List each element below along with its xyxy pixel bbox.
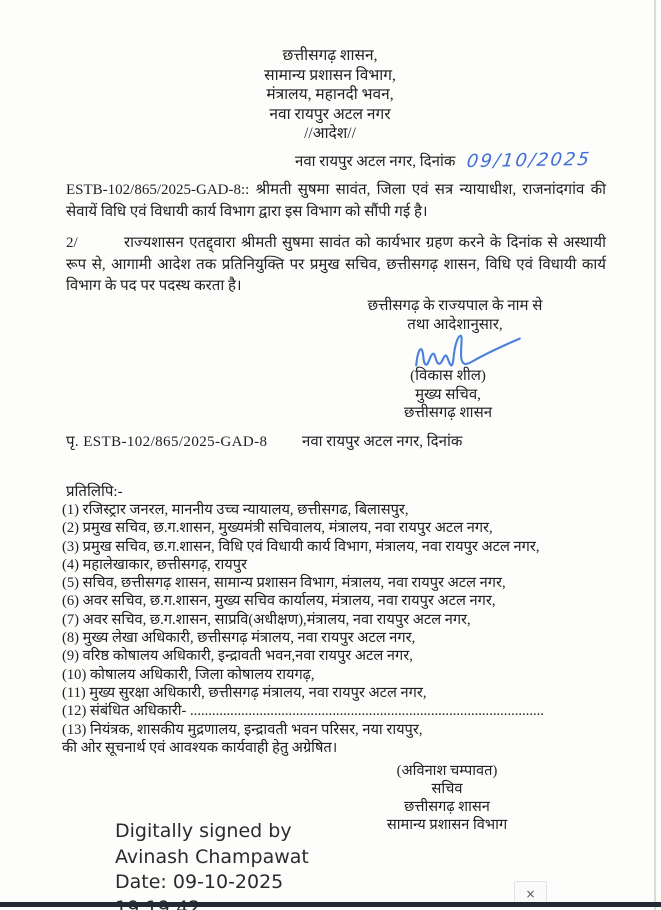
- bottom-signatory-name: (अविनाश चम्पावत): [396, 763, 498, 779]
- paragraph-number: 2/: [66, 235, 78, 251]
- copy-list-item: (10) कोषालय अधिकारी, जिला कोषालय रायगढ़,: [62, 666, 315, 683]
- signatory-block: [358, 367, 538, 423]
- copy-list-item: (8) मुख्य लेखा अधिकारी, छत्तीसगढ़ मंत्रालय, नवा रायपुर अटल नगर,: [62, 630, 416, 647]
- order-paragraph-2: [66, 233, 606, 298]
- issue-place-label: नवा रायपुर अटल नगर, दिनांक: [295, 154, 456, 170]
- copy-list-item: (13) नियंत्रक, शासकीय मुद्रणालय, इन्द्रावती भवन परिसर, नया रायपुर,: [62, 721, 423, 738]
- copy-list-item: (4) महालेखाकार, छत्तीसगढ़, रायपुर: [62, 556, 247, 573]
- by-order-block: [335, 297, 575, 334]
- letterhead-line: छत्तीसगढ़ शासन,: [282, 47, 378, 64]
- signatory-org: छत्तीसगढ़ शासन: [403, 405, 493, 421]
- copy-list-closing: की ओर सूचनार्थ एवं आवश्यक कार्यवाही हेतु अग्रेषित।: [62, 740, 338, 756]
- order-title: //आदेश//: [304, 125, 356, 142]
- copy-list-item: (7) अवर सचिव, छ.ग.शासन, साप्रवि(अधीक्षण),मंत्रालय, नवा रायपुर अटल नगर,: [62, 611, 471, 628]
- issue-date-line: [295, 150, 625, 171]
- copy-list: [62, 501, 637, 739]
- by-order-line: छत्तीसगढ़ के राज्यपाल के नाम से: [367, 298, 543, 314]
- copy-list-item: (3) प्रमुख सचिव, छ.ग.शासन, विधि एवं विधायी कार्य विभाग, मंत्रालय, नवा रायपुर अटल नगर,: [62, 538, 540, 555]
- signatory-name: (विकास शील): [410, 368, 486, 384]
- letterhead-line: सामान्य प्रशासन विभाग,: [264, 66, 396, 84]
- endorsement-ref: पृ. ESTB-102/865/2025-GAD-8: [66, 434, 268, 450]
- bottom-signatory-block: [357, 762, 537, 834]
- copy-list-item: (2) प्रमुख सचिव, छ.ग.शासन, मुख्यमंत्री सचिवालय, मंत्रालय, नवा रायपुर अटल नगर,: [62, 520, 493, 537]
- handwritten-date: 09/10/2025: [465, 148, 593, 173]
- letterhead-line: मंत्रालय, महानदी भवन,: [266, 86, 394, 103]
- endorsement-place: नवा रायपुर अटल नगर, दिनांक: [302, 434, 463, 450]
- digital-signature-stamp: [115, 819, 309, 910]
- signatory-designation: मुख्य सचिव,: [415, 386, 481, 403]
- endorsement-line: [66, 431, 626, 453]
- digital-stamp-line: Avinash Champawat: [115, 845, 309, 868]
- bottom-signatory-dept: सामान्य प्रशासन विभाग: [386, 817, 508, 833]
- copy-list-item: (11) मुख्य सुरक्षा अधिकारी, छत्तीसगढ़ मंत्रालय, नवा रायपुर अटल नगर,: [62, 684, 427, 701]
- viewer-bottom-bar: [0, 902, 661, 907]
- copy-list-item: (5) सचिव, छत्तीसगढ़ शासन, सामान्य प्रशासन विभाग, मंत्रालय, नवा रायपुर अटल नगर,: [62, 575, 506, 592]
- copy-list-item: (12) संबंधित अधिकारी- .................................................................................................: [62, 703, 544, 720]
- digital-stamp-line: Date: 09-10-2025: [115, 871, 284, 893]
- copy-list-item: (9) वरिष्ठ कोषालय अधिकारी, इन्द्रावती भवन,नवा रायपुर अटल नगर,: [62, 648, 413, 665]
- letterhead-line: नवा रायपुर अटल नगर: [269, 105, 391, 123]
- copy-list-item: (1) रजिस्ट्रार जनरल, माननीय उच्च न्यायालय, छत्तीसगढ, बिलासपुर,: [62, 502, 409, 518]
- bottom-signatory-designation: सचिव: [431, 781, 463, 797]
- digital-stamp-line: Digitally signed by: [115, 820, 292, 842]
- close-icon: ×: [525, 887, 536, 901]
- bottom-signatory-org: छत्तीसगढ़ शासन: [404, 799, 490, 815]
- letterhead: [177, 46, 483, 144]
- by-order-line: तथा आदेशानुसार,: [407, 316, 503, 333]
- page-edge-line: [654, 0, 656, 910]
- copy-list-item: (6) अवर सचिव, छ.ग.शासन, मुख्य सचिव कार्यालय, मंत्रालय, नवा रायपुर अटल नगर,: [62, 593, 496, 610]
- copy-list-label: प्रतिलिपि:-: [66, 484, 123, 500]
- paragraph-body: राज्यशासन एतद्द्वारा श्रीमती सुषमा सावंत को कार्यभार ग्रहण करने के दिनांक से अस्थायी रूप से, आगामी आदेश तक प्रतिनियुक्ति पर प्रमुख सचिव, छत्तीसगढ़ शासन, विधि एवं विधायी कार्य विभाग के पद पर पदस्थ करता है।: [66, 235, 606, 294]
- order-paragraph-1: ESTB-102/865/2025-GAD-8:: श्रीमती सुषमा सावंत, जिला एवं सत्र न्यायाधीश, राजनांदगांव की सेवायें विधि एवं विधायी कार्य विभाग द्वारा इस विभाग को सौंपी गई है।: [66, 182, 606, 220]
